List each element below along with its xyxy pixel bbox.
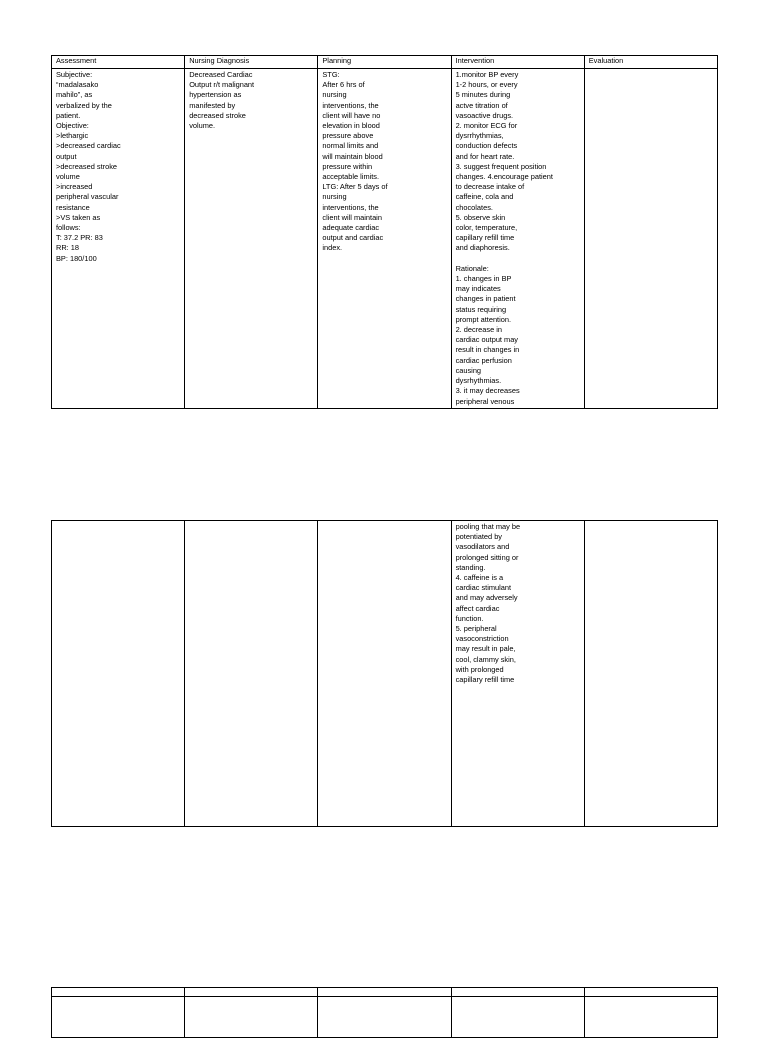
cell-planning (318, 521, 451, 827)
planning-text: STG: After 6 hrs of nursing interventions, the client will have no elevation in blood pressure above normal limits and will maintain blood pressure within acceptable limits. LTG: After 5 days of nursing interventions, the client will maintain adequate cardiac output and cardiac index. (322, 70, 388, 253)
cell-nursing-diagnosis (185, 521, 318, 827)
header-evaluation: Evaluation (584, 56, 717, 69)
empty-cell (584, 988, 717, 997)
table-row (52, 521, 718, 827)
empty-cell (185, 997, 318, 1038)
cell-intervention (451, 69, 584, 409)
table-header-row (52, 56, 718, 69)
care-plan-table-page-3 (51, 987, 718, 1038)
header-nursing-diagnosis: Nursing Diagnosis (185, 56, 318, 69)
nursing-diagnosis-text: Decreased Cardiac Output r/t malignant hypertension as manifested by decreased stroke volume. (189, 70, 255, 131)
header-planning: Planning (318, 56, 451, 69)
intervention-text: 1.monitor BP every 1-2 hours, or every 5 minutes during actve titration of vasoactive drugs. 2. monitor ECG for dysrrhythmias, conduction defects and for heart rate. 3. suggest frequent position changes. 4.encourage patient to decrease intake of caffeine, cola and chocolates. 5. observe skin color, temperature, capillary refill time and diaphoresis. Rationale: 1. changes in BP may indicates changes in patient status requiring prompt attention. 2. decrease in cardiac output may result in changes in cardiac perfusion causing dysrhythmias. 3. it may decreases peripheral venous (455, 70, 553, 406)
empty-cell (451, 988, 584, 997)
table-header-row (52, 988, 718, 997)
cell-intervention (451, 521, 584, 827)
header-assessment: Assessment (52, 56, 185, 69)
cell-evaluation (584, 521, 717, 827)
assessment-text: Subjective: “madalasako mahilo”, as verbalized by the patient. Objective: >lethargic >decreased cardiac output >decreased stroke volume >increased peripheral vascular resistance >VS taken as follows: T: 37.2 PR: 83 RR: 18 BP: 180/100 (56, 70, 121, 263)
intervention-text: pooling that may be potentiated by vasodilators and prolonged sitting or standing. 4. caffeine is a cardiac stimulant and may adversely affect cardiac function. 5. peripheral vasoconstriction may result in pale, cool, clammy skin, with prolonged capillary refill time (455, 522, 521, 685)
table-row (52, 69, 718, 409)
empty-cell (318, 997, 451, 1038)
empty-cell (52, 988, 185, 997)
empty-cell (451, 997, 584, 1038)
table-row (52, 997, 718, 1038)
cell-assessment (52, 521, 185, 827)
empty-cell (185, 988, 318, 997)
cell-nursing-diagnosis (185, 69, 318, 409)
cell-evaluation (584, 69, 717, 409)
empty-cell (318, 988, 451, 997)
empty-cell (584, 997, 717, 1038)
care-plan-table-page-1 (51, 55, 718, 409)
care-plan-table-page-2 (51, 520, 718, 827)
cell-assessment (52, 69, 185, 409)
header-intervention: Intervention (451, 56, 584, 69)
cell-planning (318, 69, 451, 409)
empty-cell (52, 997, 185, 1038)
